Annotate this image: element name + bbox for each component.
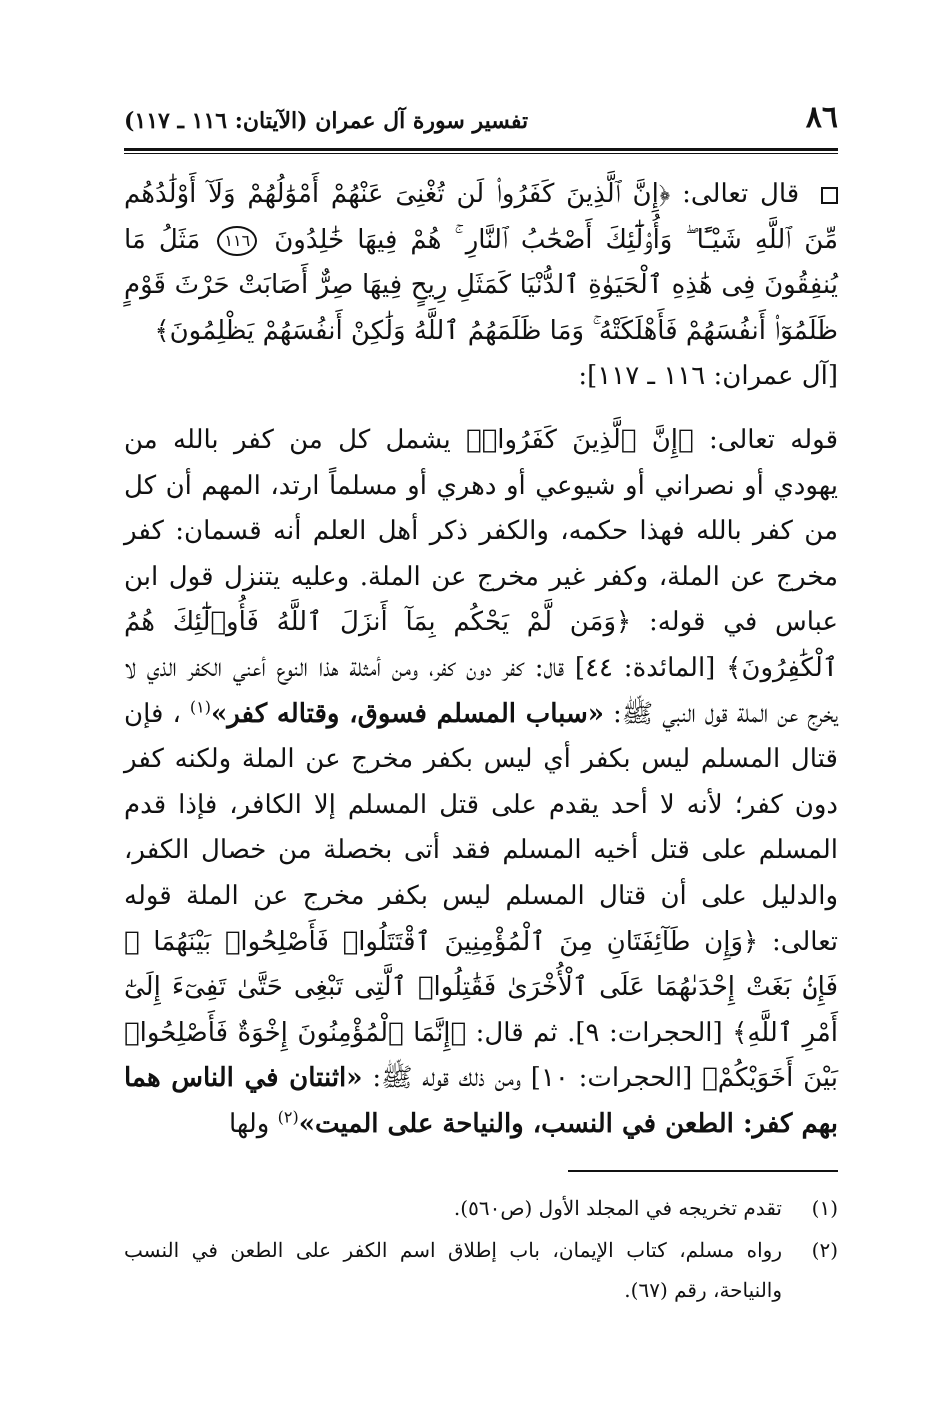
hadith-quote: «سباب المسلم فسوق، وقتاله كفر»	[210, 698, 605, 729]
footnote-number: (٢)	[811, 1238, 838, 1262]
text-segment: ، فإن قتال المسلم ليس بكفر أي ليس بكفر مخرج عن الملة ولكنه كفر دون كفر؛ لأنه لا أحد يقدم على قتل المسلم إلا الكافر، فإذا قدم المسلم على قتل أخيه المسلم فقد أتى بخصلة من خصال الكفر، والدليل على أن قتال المسلم ليس بكفر مخرج عن الملة قوله تعالى:	[124, 698, 838, 957]
text-segment: قوله تعالى:	[708, 424, 839, 455]
footnotes	[124, 1188, 838, 1312]
commentary-paragraph	[124, 418, 838, 1148]
verse-reference: [آل عمران: ١١٦ ـ ١١٧]:	[578, 361, 838, 392]
quran-verse-part-1: ﴿إِنَّ ٱلَّذِينَ كَفَرُوا۟ لَن تُغْنِىَ عَنْهُمْ أَمْوَٰلُهُمْ وَلَآ أَوْلَٰدُهُم مِّنَ ٱللَّهِ شَيْـًٔا ۖ وَأُو۟لَٰٓئِكَ أَصْحَٰبُ ٱلنَّارِ ۚ هُمْ فِيهَا خَٰلِدُونَ	[124, 179, 839, 255]
footnote-number: (١)	[811, 1196, 838, 1220]
quran-quote: ﴿وَإِن طَآئِفَتَانِ مِنَ ٱلْمُؤْمِنِينَ ٱقْتَتَلُوا۟ فَأَصْلِحُوا۟ بَيْنَهُمَا ۖ فَإِنۢ بَغَتْ إِحْدَىٰهُمَا عَلَى ٱلْأُخْرَىٰ فَقَٰتِلُوا۟ ٱلَّتِى تَبْغِى حَتَّىٰ تَفِىٓءَ إِلَىٰٓ أَمْرِ ٱللَّهِ﴾	[124, 926, 839, 1048]
header-rule-thin	[124, 153, 838, 154]
hadith-quote: «اثنتان في الناس هما بهم كفر: الطعن في النسب، والنياحة على الميت»	[124, 1063, 838, 1139]
verse-intro: قال تعالى:	[682, 179, 800, 209]
text-segment: يشمل كل من كفر بالله من يهودي أو نصراني أو شيوعي أو دهري أو مسلماً ارتد، المهم أن كل من كفر بالله فهذا حكمه، والكفر ذكر أهل العلم أنه قسمان: كفر مخرج عن الملة، وكفر غير مخرج عن الملة. وعليه يتنزل قول ابن عباس في قوله:	[124, 424, 838, 638]
square-bullet-icon	[821, 187, 838, 204]
footnote-text: رواه مسلم، كتاب الإيمان، باب إطلاق اسم الكفر على الطعن في النسب والنياحة، رقم (٦٧).	[124, 1238, 782, 1302]
text-segment: [الحجرات: ١٠] ومن ذلك قوله ﷺ:	[372, 1063, 693, 1094]
header-rule	[124, 148, 838, 151]
page-number: ٨٦	[805, 100, 838, 135]
footnote-text: تقدم تخريجه في المجلد الأول (ص٥٦٠).	[453, 1196, 782, 1220]
quran-quote: ﴿وَمَن لَّمْ يَحْكُم بِمَآ أَنزَلَ ٱللَّهُ فَأُو۟لَٰٓئِكَ هُمُ ٱلْكَٰفِرُونَ﴾	[124, 607, 839, 683]
text-segment: ولها	[228, 1108, 270, 1139]
ayah-number-icon: ١١٦	[217, 226, 257, 256]
text-segment: [المائدة: ٤٤] قال: كفر دون كفر، ومن أمثلة هذا النوع أعني الكفر الذي لا يخرج عن الملة قول النبي ﷺ:	[124, 652, 839, 729]
page-header	[124, 100, 838, 144]
footnote-item	[124, 1188, 838, 1228]
quran-verse-part-2: مَثَلُ مَا يُنفِقُونَ فِى هَٰذِهِ ٱلْحَيَوٰةِ ٱلدُّنْيَا كَمَثَلِ رِيحٍ فِيهَا صِرٌّ أَصَابَتْ حَرْثَ قَوْمٍ ظَلَمُوٓا۟ أَنفُسَهُمْ فَأَهْلَكَتْهُ ۚ وَمَا ظَلَمَهُمُ ٱللَّهُ وَلَٰكِنْ أَنفُسَهُمْ يَظْلِمُونَ﴾	[124, 224, 838, 346]
verse-block	[124, 172, 838, 354]
text-segment: [الحجرات: ٩]. ثم قال:	[475, 1017, 723, 1048]
quran-quote: ﴿إِنَّ ٱلَّذِينَ كَفَرُوا۟﴾	[466, 424, 694, 455]
main-text	[124, 172, 838, 1147]
footnote-marker: (٢)	[277, 1107, 299, 1127]
quran-quote: ﴿إِنَّمَا ٱلْمُؤْمِنُونَ إِخْوَةٌ فَأَصْلِحُوا۟ بَيْنَ أَخَوَيْكُمْ﴾	[124, 1017, 839, 1094]
running-title: تفسير سورة آل عمران (الآيتان: ١١٦ ـ ١١٧)	[124, 108, 529, 134]
footnote-separator	[568, 1170, 838, 1172]
footnote-item	[124, 1230, 838, 1310]
footnote-marker: (١)	[189, 696, 211, 716]
